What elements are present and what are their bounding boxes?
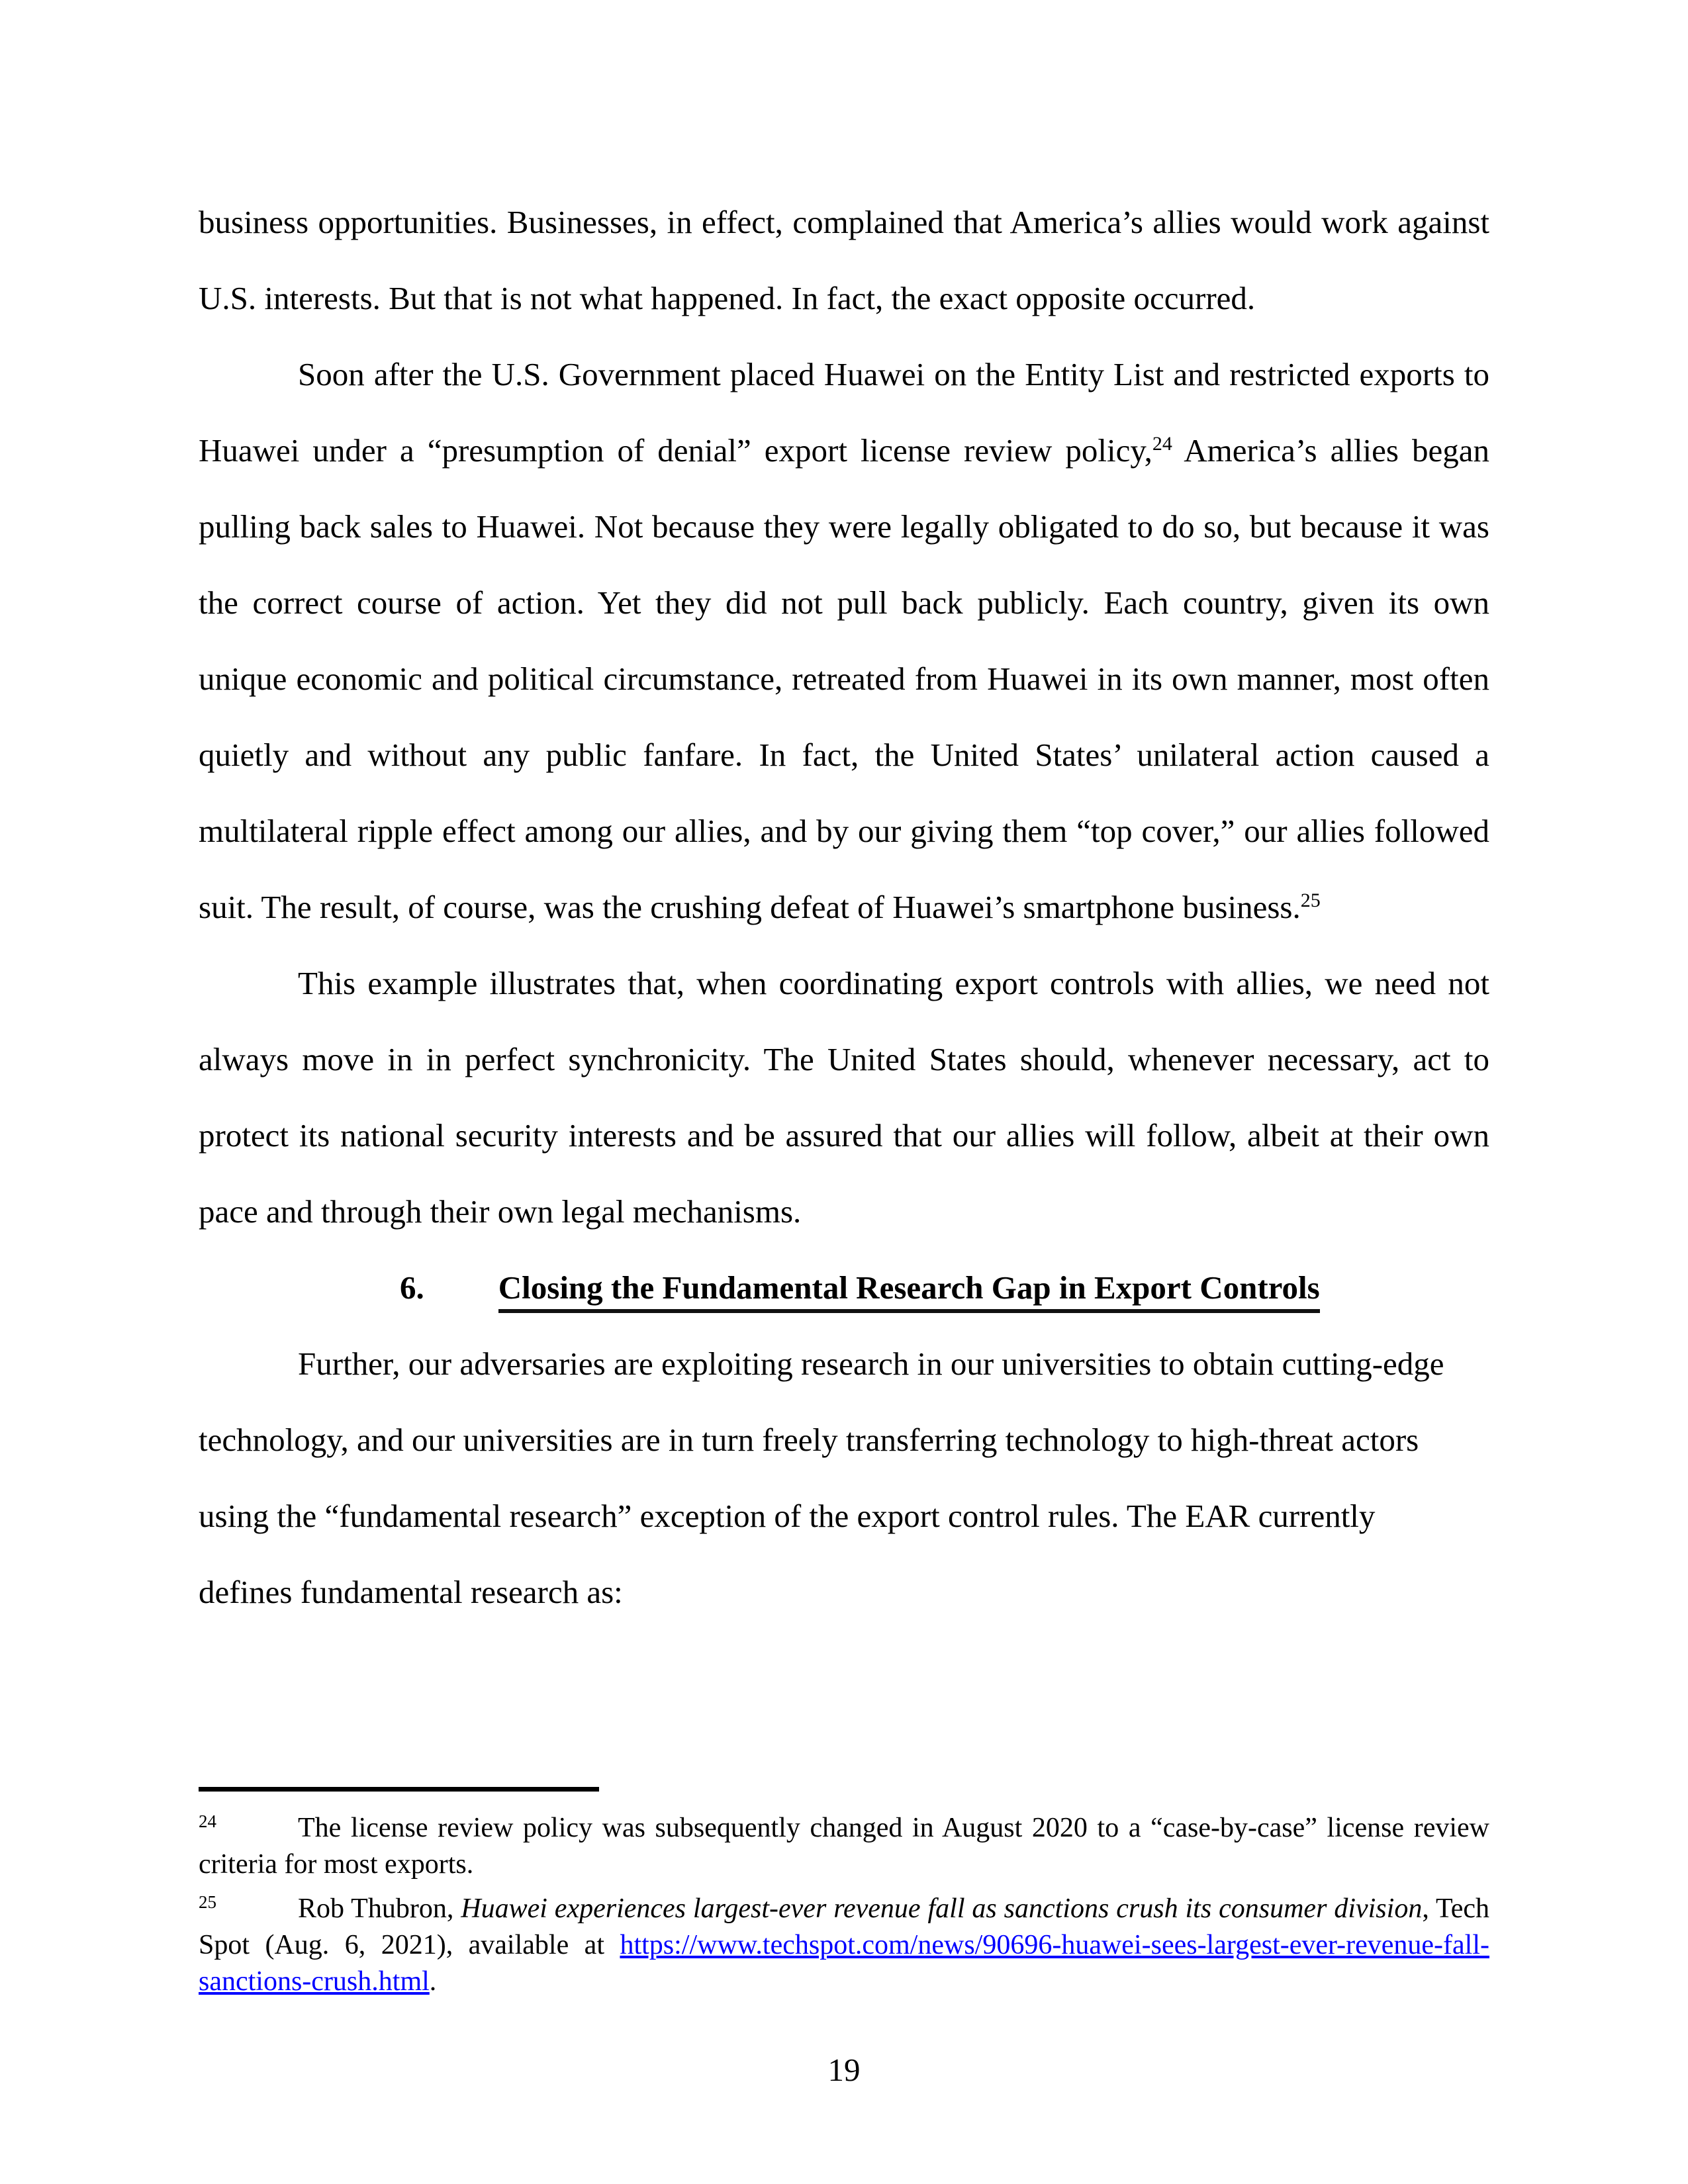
line-text: suit. The result, of course, was the crushing defeat of Huawei’s smartphone business.: [199, 889, 1301, 925]
footnote-marker-25: 25: [199, 1892, 216, 1912]
paragraph-line: always move in in perfect synchronicity. The United States should, whenever necessary, act to: [199, 1041, 1489, 1077]
footnote-text: .: [429, 1966, 437, 1997]
footnote-line: [199, 1927, 1489, 1964]
footnote-24: [199, 1810, 1489, 1883]
page-number: 19: [827, 2052, 861, 2088]
paragraph-line: defines fundamental research as:: [199, 1574, 623, 1610]
footnote-ref-25: 25: [1300, 889, 1321, 911]
body-text: [199, 184, 1489, 1630]
heading-number: 6.: [400, 1269, 424, 1306]
footnote-line: [199, 1810, 1489, 1846]
footnote-25: [199, 1891, 1489, 2000]
paragraph-line: multilateral ripple effect among our allies, and by our giving them “top cover,” our allies followed: [199, 813, 1489, 849]
paragraph-line: unique economic and political circumstance, retreated from Huawei in its own manner, most often: [199, 660, 1489, 697]
footnote-line: criteria for most exports.: [199, 1849, 474, 1880]
footnote-text: Spot (Aug. 6, 2021), available at: [199, 1930, 620, 1960]
line-text: Huawei under a “presumption of denial” export license review policy,: [199, 432, 1152, 469]
paragraph-line: [199, 412, 1489, 488]
paragraph-line: This example illustrates that, when coordinating export controls with allies, we need not: [298, 965, 1489, 1001]
paragraph-line: Soon after the U.S. Government placed Huawei on the Entity List and restricted exports to: [298, 356, 1489, 392]
footnote-text: Rob Thubron,: [298, 1893, 461, 1924]
paragraph-line: business opportunities. Businesses, in effect, complained that America’s allies would work against: [199, 204, 1489, 240]
paragraph-line: pace and through their own legal mechanisms.: [199, 1193, 802, 1230]
paragraph-line: using the “fundamental research” exception of the export control rules. The EAR currently: [199, 1498, 1376, 1534]
citation-title-italic: Huawei experiences largest-ever revenue fall as sanctions crush its consumer division: [461, 1893, 1423, 1924]
footnote-separator-rule: [199, 1787, 599, 1792]
paragraph-line: technology, and our universities are in turn freely transferring technology to high-threat actors: [199, 1422, 1419, 1458]
paragraph-line: U.S. interests. But that is not what happened. In fact, the exact opposite occurred.: [199, 280, 1256, 316]
line-text: America’s allies began: [1172, 432, 1489, 469]
footnote-url-link[interactable]: sanctions-crush.html: [199, 1966, 430, 1997]
footnote-line: [199, 1964, 1489, 2000]
paragraph-line: pulling back sales to Huawei. Not because they were legally obligated to do so, but because it was: [199, 508, 1489, 545]
paragraph-line: quietly and without any public fanfare. In fact, the United States’ unilateral action caused a: [199, 737, 1489, 773]
footnote-ref-24: 24: [1152, 433, 1172, 455]
footnote-text: The license review policy was subsequently changed in August 2020 to a “case-by-case” license review: [298, 1813, 1489, 1843]
footnote-marker-24: 24: [199, 1811, 216, 1831]
paragraph-line: the correct course of action. Yet they did not pull back publicly. Each country, given its own: [199, 584, 1489, 621]
footnote-url-link[interactable]: https://www.techspot.com/news/90696-huawei-sees-largest-ever-revenue-fall-: [620, 1930, 1489, 1960]
paragraph-line: protect its national security interests and be assured that our allies will follow, albeit at their own: [199, 1117, 1489, 1154]
paragraph-line: [199, 869, 1489, 945]
paragraph-line: Further, our adversaries are exploiting research in our universities to obtain cutting-edge: [298, 1345, 1444, 1382]
footnotes-section: [199, 1787, 1489, 2000]
section-heading: [199, 1250, 1489, 1326]
footnote-line: [199, 1891, 1489, 1927]
footnote-text: , Tech: [1422, 1893, 1489, 1924]
heading-title: Closing the Fundamental Research Gap in Export Controls: [498, 1269, 1320, 1313]
